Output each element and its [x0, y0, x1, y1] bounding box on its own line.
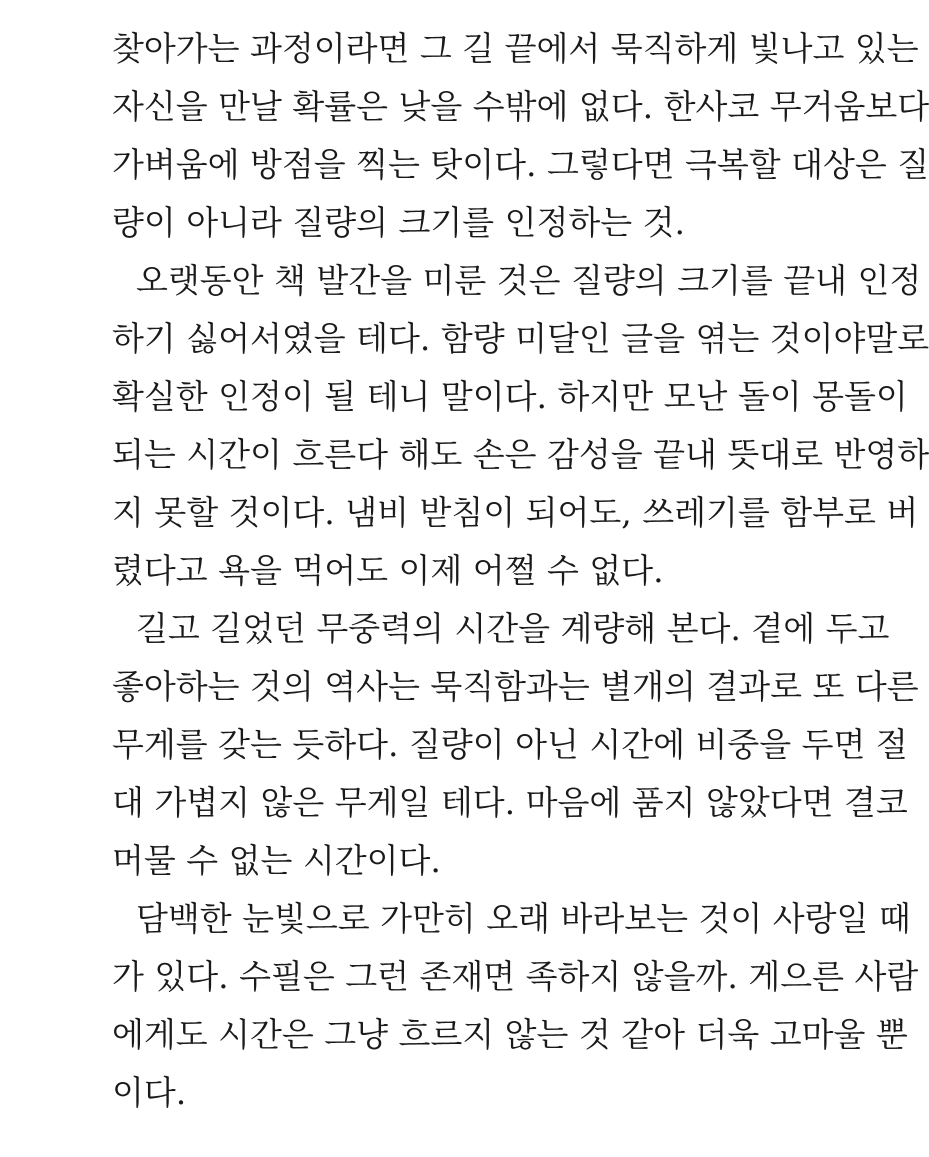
- text-line: 량이 아니라 질량의 크기를 인정하는 것.: [112, 203, 685, 242]
- text-line: 렸다고 욕을 먹어도 이제 어쩔 수 없다.: [112, 551, 664, 590]
- text-line: 이다.: [112, 1073, 187, 1112]
- text-line: 찾아가는 과정이라면 그 길 끝에서 묵직하게 빛나고 있는: [112, 29, 919, 68]
- body-text: [112, 20, 929, 1122]
- text-line: 자신을 만날 확률은 낮을 수밖에 없다. 한사코 무거움보다: [112, 87, 929, 126]
- text-line: 길고 길었던 무중력의 시간을 계량해 본다. 곁에 두고: [136, 609, 890, 648]
- text-line: 가 있다. 수필은 그런 존재면 족하지 않을까. 게으른 사람: [112, 957, 919, 996]
- text-line: 하기 싫어서였을 테다. 함량 미달인 글을 엮는 것이야말로: [112, 319, 929, 358]
- text-line: 확실한 인정이 될 테니 말이다. 하지만 모난 돌이 몽돌이: [112, 377, 908, 416]
- text-line: 오랫동안 책 발간을 미룬 것은 질량의 크기를 끝내 인정: [136, 261, 922, 300]
- text-line: 에게도 시간은 그냥 흐르지 않는 것 같아 더욱 고마울 뿐: [112, 1015, 908, 1054]
- text-line: 머물 수 없는 시간이다.: [112, 841, 441, 880]
- text-line: 대 가볍지 않은 무게일 테다. 마음에 품지 않았다면 결코: [112, 783, 908, 822]
- text-line: 좋아하는 것의 역사는 묵직함과는 별개의 결과로 또 다른: [112, 667, 919, 706]
- text-line: 지 못할 것이다. 냄비 받침이 되어도, 쓰레기를 함부로 버: [112, 493, 919, 532]
- text-line: 되는 시간이 흐른다 해도 손은 감성을 끝내 뜻대로 반영하: [112, 435, 929, 474]
- text-line: 담백한 눈빛으로 가만히 오래 바라보는 것이 사랑일 때: [136, 899, 911, 938]
- text-line: 무게를 갖는 듯하다. 질량이 아닌 시간에 비중을 두면 절: [112, 725, 908, 764]
- text-line: 가벼움에 방점을 찍는 탓이다. 그렇다면 극복할 대상은 질: [112, 145, 929, 184]
